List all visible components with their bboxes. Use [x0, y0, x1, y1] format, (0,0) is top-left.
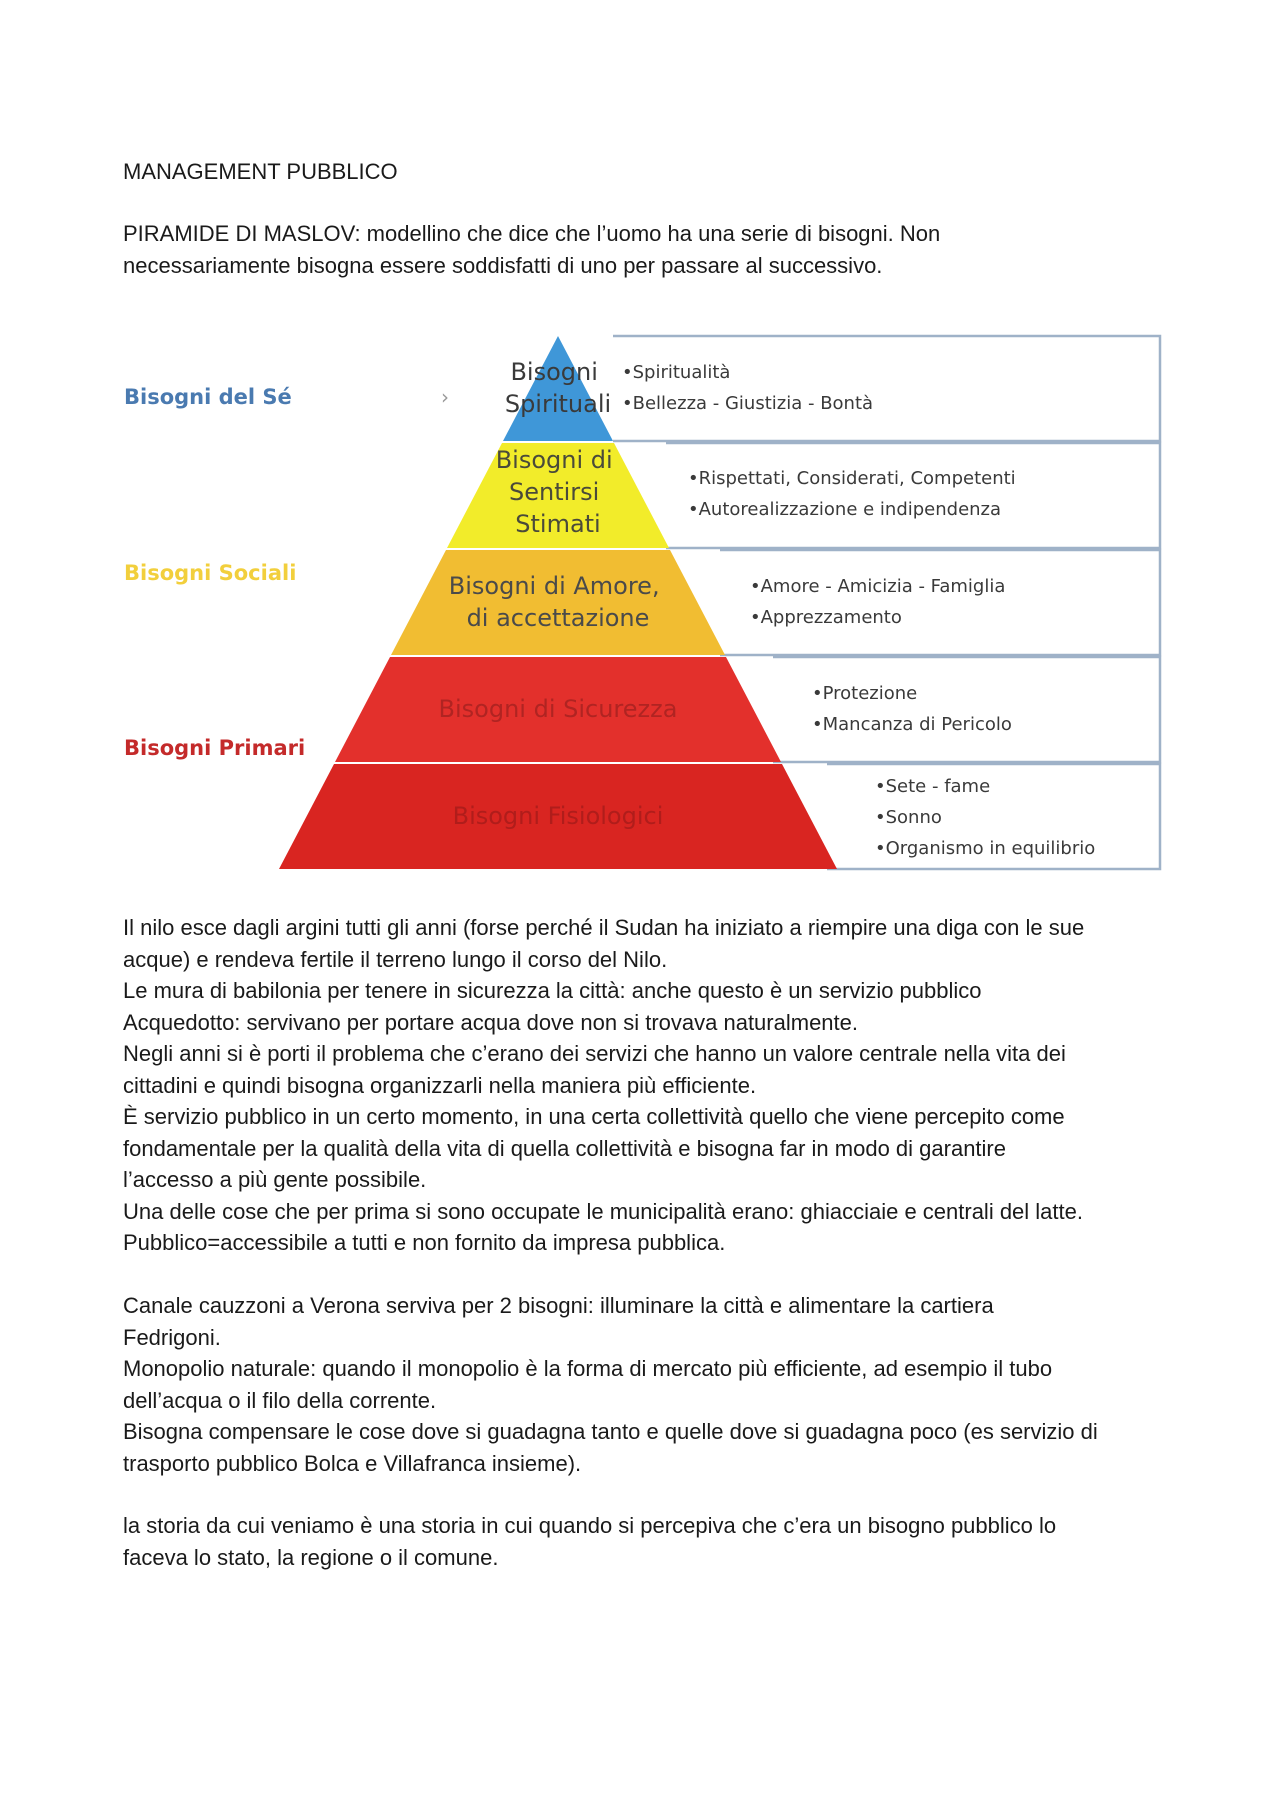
pyramid-label-safety: Bisogni di Sicurezza — [438, 695, 678, 723]
bullet-item: •Protezione — [812, 683, 918, 704]
text-line: Canale cauzzoni a Verona serviva per 2 bisogni: illuminare la città e alimentare la cartiera — [123, 1293, 994, 1318]
body-paragraph-3 — [123, 1510, 1173, 1573]
intro-paragraph — [123, 218, 1173, 281]
body-paragraph-2 — [123, 1290, 1173, 1479]
text-line: Negli anni si è porti il problema che c’erano dei servizi che hanno un valore centrale nella vita dei — [123, 1041, 1066, 1066]
level-box-spiritual — [613, 336, 1160, 441]
document-title: MANAGEMENT PUBBLICO — [123, 159, 398, 184]
group-label-self: Bisogni del Sé — [124, 385, 292, 409]
text-line: Pubblico=accessibile a tutti e non fornito da impresa pubblica. — [123, 1230, 726, 1255]
text-line: Monopolio naturale: quando il monopolio è la forma di mercato più efficiente, ad esempio il tubo — [123, 1356, 1053, 1381]
bullet-item: •Bellezza - Giustizia - Bontà — [622, 393, 874, 414]
bullet-item: •Rispettati, Considerati, Competenti — [688, 468, 1016, 489]
text-line: trasporto pubblico Bolca e Villafranca insieme). — [123, 1450, 582, 1476]
label-line: Sentirsi — [509, 478, 600, 506]
text-line: la storia da cui veniamo è una storia in cui quando si percepiva che c’era un bisogno pubblico lo — [123, 1513, 1057, 1538]
bullets-safety — [812, 683, 1012, 735]
group-label-primary: Bisogni Primari — [124, 736, 306, 760]
text-line: dell’acqua o il filo della corrente. — [123, 1387, 437, 1413]
label-line: di accettazione — [466, 604, 650, 632]
bullet-item: •Amore - Amicizia - Famiglia — [750, 576, 1006, 597]
label-line: Bisogni di — [495, 446, 613, 474]
bullet-item: •Mancanza di Pericolo — [812, 714, 1012, 735]
text-line: necessariamente bisogna essere soddisfatti di uno per passare al successivo. — [123, 252, 883, 278]
level-box-love — [720, 550, 1160, 655]
text-line: acque) e rendeva fertile il terreno lungo il corso del Nilo. — [123, 946, 668, 972]
label-line: Bisogni di Amore, — [448, 572, 660, 600]
bullet-item: •Spiritualità — [622, 362, 731, 383]
text-line: l’accesso a più gente possibile. — [123, 1167, 427, 1192]
bullets-physiological — [875, 776, 1095, 859]
label-line: Bisogni — [510, 358, 598, 386]
text-line: fondamentale per la qualità della vita di quella collettività e bisogna far in modo di garantire — [123, 1135, 1006, 1161]
text-line: Acquedotto: servivano per portare acqua dove non si trovava naturalmente. — [123, 1009, 859, 1035]
bullet-item: •Organismo in equilibrio — [875, 838, 1096, 859]
pyramid-level-love — [391, 550, 725, 655]
text-line: cittadini e quindi bisogna organizzarli nella maniera più efficiente. — [123, 1072, 757, 1098]
level-box-safety — [773, 657, 1160, 762]
label-line: Stimati — [515, 510, 601, 538]
bullets-esteem — [688, 468, 1021, 520]
bullet-item: •Apprezzamento — [750, 607, 902, 628]
maslow-pyramid-figure — [118, 326, 1168, 876]
pyramid-label-physiological: Bisogni Fisiologici — [452, 802, 664, 830]
level-box-esteem — [666, 443, 1160, 548]
group-label-social: Bisogni Sociali — [124, 561, 297, 585]
bullet-item: •Sonno — [875, 807, 942, 828]
chevron-right-icon: › — [441, 385, 449, 409]
pyramid-level-spiritual — [503, 336, 613, 441]
text-line: Le mura di babilonia per tenere in sicurezza la città: anche questo è un servizio pubblico — [123, 978, 982, 1003]
text-line: Il nilo esce dagli argini tutti gli anni (forse perché il Sudan ha iniziato a riempire una diga con le sue — [123, 915, 1085, 940]
bullets-spiritual — [622, 362, 873, 414]
text-line: È servizio pubblico in un certo momento, in una certa collettività quello che viene percepito come — [123, 1104, 1065, 1129]
text-line: PIRAMIDE DI MASLOV: modellino che dice che l’uomo ha una serie di bisogni. Non — [123, 221, 941, 246]
label-line: Spirituali — [504, 390, 612, 418]
text-line: Una delle cose che per prima si sono occupate le municipalità erano: ghiacciaie e centrali del latte. — [123, 1198, 1083, 1224]
bullet-item: •Autorealizzazione e indipendenza — [688, 499, 1002, 520]
body-paragraph-1 — [123, 912, 1173, 1259]
bullet-item: •Sete - fame — [875, 776, 991, 797]
text-line: Fedrigoni. — [123, 1324, 221, 1350]
text-line: Bisogna compensare le cose dove si guadagna tanto e quelle dove si guadagna poco (es servizio di — [123, 1419, 1098, 1444]
bullets-love — [750, 576, 1011, 628]
text-line: faceva lo stato, la regione o il comune. — [123, 1544, 499, 1570]
